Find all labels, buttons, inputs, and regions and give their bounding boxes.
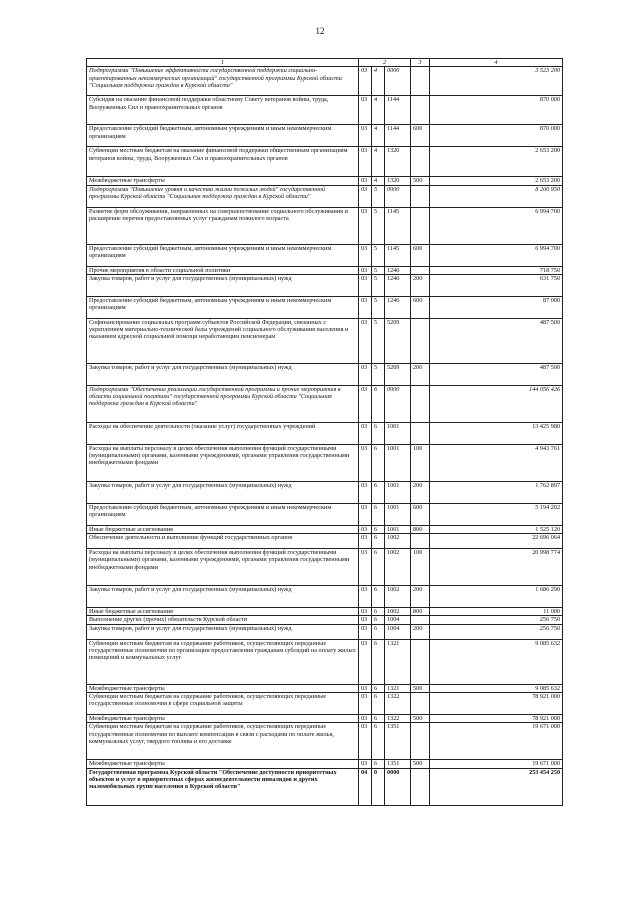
row-name: Расходы на обеспечение деятельности (оказание услуг) государственных учреждений: [87, 422, 359, 444]
row-name: Подпрограмма "Обеспечение реализации государственной программы и прочие мероприятия в области социальной политики" государственной программы Курской области "Социальная поддержка граждан в Курской области": [87, 385, 359, 422]
row-expense-type: [411, 318, 430, 363]
page-number: 12: [315, 26, 325, 36]
row-name: Выполнение других (прочих) обязательств Курской области: [87, 616, 359, 624]
row-section: 03: [359, 125, 372, 147]
row-section: 04: [359, 768, 372, 805]
row-code: 0000: [385, 185, 411, 207]
row-expense-type: [411, 207, 430, 244]
row-subsection: 5: [372, 207, 385, 244]
row-subsection: 6: [372, 624, 385, 639]
row-name: Предоставление субсидий бюджетным, автономным учреждениям и иным некоммерческим организациям: [87, 244, 359, 266]
row-expense-type: 100: [411, 549, 430, 586]
row-code: 1144: [385, 125, 411, 147]
row-code: 5209: [385, 363, 411, 385]
row-section: 03: [359, 363, 372, 385]
row-amount: 22 696 064: [430, 534, 563, 549]
row-name: Подпрограмма "Повышение уровня и качества жизни пожилых людей" государственной программы Курской области "Социальная поддержка граждан в Курской области": [87, 185, 359, 207]
row-subsection: 4: [372, 177, 385, 185]
table-row: [87, 125, 563, 147]
row-name: Иные бюджетные ассигнования: [87, 525, 359, 533]
row-subsection: 6: [372, 723, 385, 760]
row-section: 03: [359, 318, 372, 363]
row-amount: 87 000: [430, 296, 563, 318]
row-code: 1322: [385, 715, 411, 723]
row-name: Межбюджетные трансферты: [87, 177, 359, 185]
table-row: [87, 768, 563, 805]
row-expense-type: [411, 616, 430, 624]
row-section: 03: [359, 616, 372, 624]
row-subsection: 6: [372, 586, 385, 608]
row-name: Закупка товаров, работ и услуг для государственных (муниципальных) нужд: [87, 274, 359, 296]
row-subsection: 6: [372, 503, 385, 525]
row-amount: 9 085 632: [430, 639, 563, 684]
header-col-vr: 3: [411, 59, 430, 67]
row-name: Расходы на выплаты персоналу в целях обеспечения выполнения функций государственными (муниципальными) органами, казенными учреждениями, органами управления государственными внебюджетными фондами: [87, 549, 359, 586]
row-subsection: 5: [372, 244, 385, 266]
row-code: 1322: [385, 693, 411, 715]
row-name: Обеспечение деятельности и выполнение функций государственных органов: [87, 534, 359, 549]
budget-table: [86, 58, 563, 806]
row-name: Субвенции местным бюджетам на содержание работников, осуществляющих переданные государственные полномочия по выплате компенсации в связи с расходами по оплате жилья, коммунальных услуг, твердого топлива и его доставке: [87, 723, 359, 760]
row-section: 03: [359, 422, 372, 444]
row-code: 0000: [385, 768, 411, 805]
table-row: [87, 67, 563, 96]
table-row: [87, 715, 563, 723]
row-name: Закупка товаров, работ и услуг для государственных (муниципальных) нужд: [87, 481, 359, 503]
row-subsection: 6: [372, 684, 385, 692]
row-expense-type: 600: [411, 244, 430, 266]
row-name: Субвенции местным бюджетам на содержание работников, осуществляющих переданные государственные полномочия в сфере социальной защиты: [87, 693, 359, 715]
row-section: 03: [359, 684, 372, 692]
row-section: 03: [359, 147, 372, 177]
row-subsection: 6: [372, 608, 385, 616]
table-row: [87, 534, 563, 549]
row-amount: 9 085 632: [430, 684, 563, 692]
row-expense-type: 200: [411, 363, 430, 385]
row-amount: 2 653 200: [430, 177, 563, 185]
row-code: 1001: [385, 525, 411, 533]
row-section: 03: [359, 760, 372, 768]
row-subsection: 6: [372, 760, 385, 768]
table-row: [87, 244, 563, 266]
row-code: 1321: [385, 639, 411, 684]
table-row: [87, 177, 563, 185]
row-section: 03: [359, 274, 372, 296]
header-col-name: 1: [87, 59, 359, 67]
row-name: Иные бюджетные ассигнования: [87, 608, 359, 616]
row-amount: 1 762 897: [430, 481, 563, 503]
row-subsection: 5: [372, 318, 385, 363]
row-expense-type: [411, 266, 430, 274]
row-subsection: 6: [372, 616, 385, 624]
row-subsection: 5: [372, 185, 385, 207]
row-expense-type: [411, 534, 430, 549]
row-amount: 487 500: [430, 318, 563, 363]
table-row: [87, 693, 563, 715]
row-code: 1351: [385, 723, 411, 760]
row-expense-type: 500: [411, 760, 430, 768]
row-expense-type: [411, 385, 430, 422]
row-code: 5209: [385, 318, 411, 363]
table-row: [87, 207, 563, 244]
row-subsection: 6: [372, 385, 385, 422]
row-section: 03: [359, 715, 372, 723]
row-expense-type: 200: [411, 586, 430, 608]
row-code: 1002: [385, 586, 411, 608]
row-amount: 11 000: [430, 608, 563, 616]
row-subsection: 4: [372, 125, 385, 147]
row-amount: 20 998 774: [430, 549, 563, 586]
row-name: Межбюджетные трансферты: [87, 684, 359, 692]
row-section: 03: [359, 444, 372, 481]
row-amount: 78 921 000: [430, 715, 563, 723]
table-row: [87, 586, 563, 608]
table-row: [87, 503, 563, 525]
row-expense-type: 100: [411, 444, 430, 481]
table-row: [87, 274, 563, 296]
row-code: 1001: [385, 422, 411, 444]
row-section: 03: [359, 96, 372, 125]
row-subsection: 6: [372, 693, 385, 715]
row-amount: 870 000: [430, 96, 563, 125]
row-code: 1001: [385, 503, 411, 525]
table-row: [87, 422, 563, 444]
row-amount: 631 750: [430, 274, 563, 296]
table-row: [87, 549, 563, 586]
row-code: 1004: [385, 616, 411, 624]
header-col-codes: 2: [359, 59, 411, 67]
row-amount: 253 454 250: [430, 768, 563, 805]
row-amount: 144 056 426: [430, 385, 563, 422]
row-subsection: 6: [372, 525, 385, 533]
row-code: 0000: [385, 385, 411, 422]
row-name: Развитие форм обслуживания, направленных на совершенствование социального обслуживания и расширение перечня предоставляемых услуг гражданам пожилого возраста: [87, 207, 359, 244]
row-code: 1320: [385, 147, 411, 177]
row-section: 03: [359, 185, 372, 207]
row-name: Софинансирование социальных программ субъектов Российской Федерации, связанных с укреплением материально-технической базы учреждений социального обслуживания населения и оказанием адресной социальной помощи неработающим пенсионерам: [87, 318, 359, 363]
row-name: Субсидия на оказание финансовой поддержки областному Совету ветеранов войны, труда, Вооруженных Сил и правоохранительных органов: [87, 96, 359, 125]
row-subsection: 6: [372, 534, 385, 549]
row-expense-type: [411, 768, 430, 805]
row-amount: 256 750: [430, 616, 563, 624]
row-amount: 4 943 761: [430, 444, 563, 481]
table-row: [87, 624, 563, 639]
row-code: 1320: [385, 177, 411, 185]
row-section: 03: [359, 207, 372, 244]
row-expense-type: 600: [411, 503, 430, 525]
row-name: Подпрограмма "Повышение эффективности государственной поддержки социально-ориентированных некоммерческих организаций" государственной программы Курской области "Социальная поддержка граждан в Курской области": [87, 67, 359, 96]
row-amount: 3 523 200: [430, 67, 563, 96]
row-code: 1246: [385, 296, 411, 318]
row-section: 03: [359, 244, 372, 266]
row-code: 1002: [385, 549, 411, 586]
row-expense-type: 600: [411, 125, 430, 147]
row-subsection: 6: [372, 481, 385, 503]
row-subsection: 6: [372, 715, 385, 723]
row-amount: 6 994 700: [430, 207, 563, 244]
table-row: [87, 616, 563, 624]
table-row: [87, 760, 563, 768]
row-section: 03: [359, 503, 372, 525]
row-name: Закупка товаров, работ и услуг для государственных (муниципальных) нужд: [87, 624, 359, 639]
row-amount: 2 653 200: [430, 147, 563, 177]
table-row: [87, 525, 563, 533]
row-section: 03: [359, 534, 372, 549]
row-name: Субвенции местным бюджетам на оказание финансовой поддержки общественным организациям ветеранов войны, труда, Вооруженных Сил и правоохранительных органов: [87, 147, 359, 177]
row-expense-type: [411, 147, 430, 177]
row-expense-type: 200: [411, 274, 430, 296]
row-expense-type: 200: [411, 624, 430, 639]
table-row: [87, 385, 563, 422]
row-subsection: 5: [372, 296, 385, 318]
row-amount: 487 500: [430, 363, 563, 385]
row-subsection: 6: [372, 444, 385, 481]
row-code: 1002: [385, 608, 411, 616]
row-amount: 256 750: [430, 624, 563, 639]
row-expense-type: [411, 639, 430, 684]
row-amount: 870 000: [430, 125, 563, 147]
table-row: [87, 363, 563, 385]
row-code: 1246: [385, 274, 411, 296]
table-row: [87, 481, 563, 503]
row-name: Закупка товаров, работ и услуг для государственных (муниципальных) нужд: [87, 363, 359, 385]
row-subsection: 5: [372, 266, 385, 274]
row-section: 03: [359, 586, 372, 608]
table-row: [87, 444, 563, 481]
row-section: 03: [359, 693, 372, 715]
header-col-sum: 4: [430, 59, 563, 67]
row-expense-type: 800: [411, 608, 430, 616]
row-expense-type: 800: [411, 525, 430, 533]
row-name: Закупка товаров, работ и услуг для государственных (муниципальных) нужд: [87, 586, 359, 608]
row-code: 1144: [385, 96, 411, 125]
table-row: [87, 684, 563, 692]
row-code: 1145: [385, 244, 411, 266]
row-code: 1351: [385, 760, 411, 768]
row-name: Субвенции местным бюджетам на содержание работников, осуществляющих переданные государственные полномочия по организации предоставления гражданам субсидий на оплату жилых помещений и коммунальных услуг: [87, 639, 359, 684]
row-expense-type: 500: [411, 177, 430, 185]
row-expense-type: 500: [411, 684, 430, 692]
row-subsection: 4: [372, 96, 385, 125]
row-code: 1246: [385, 266, 411, 274]
row-section: 03: [359, 177, 372, 185]
row-expense-type: 500: [411, 715, 430, 723]
row-subsection: 0: [372, 768, 385, 805]
table-row: [87, 639, 563, 684]
row-name: Расходы на выплаты персоналу в целях обеспечения выполнения функций государственными (муниципальными) органами, казенными учреждениями, органами управления государственными внебюджетными фондами: [87, 444, 359, 481]
row-name: Межбюджетные трансферты: [87, 760, 359, 768]
row-name: Государственная программа Курской области "Обеспечение доступности приоритетных объектов и услуг в приоритетных сферах жизнедеятельности инвалидов и других маломобильных групп населения в Курской области": [87, 768, 359, 805]
row-section: 03: [359, 608, 372, 616]
table-row: [87, 318, 563, 363]
table-header-row: [87, 59, 563, 67]
table-row: [87, 96, 563, 125]
row-section: 03: [359, 481, 372, 503]
row-section: 03: [359, 639, 372, 684]
row-subsection: 4: [372, 147, 385, 177]
row-code: 1004: [385, 624, 411, 639]
row-expense-type: [411, 67, 430, 96]
row-amount: 19 671 000: [430, 760, 563, 768]
row-expense-type: [411, 693, 430, 715]
row-amount: 1 686 290: [430, 586, 563, 608]
row-subsection: 5: [372, 274, 385, 296]
row-code: 0000: [385, 67, 411, 96]
row-amount: 6 994 700: [430, 244, 563, 266]
row-expense-type: [411, 422, 430, 444]
row-subsection: 4: [372, 67, 385, 96]
row-code: 1321: [385, 684, 411, 692]
row-expense-type: [411, 723, 430, 760]
row-amount: 5 194 202: [430, 503, 563, 525]
row-code: 1001: [385, 444, 411, 481]
row-subsection: 6: [372, 549, 385, 586]
row-amount: 8 200 950: [430, 185, 563, 207]
row-subsection: 5: [372, 363, 385, 385]
row-amount: 19 671 000: [430, 723, 563, 760]
table-row: [87, 185, 563, 207]
row-name: Межбюджетные трансферты: [87, 715, 359, 723]
row-name: Предоставление субсидий бюджетным, автономным учреждениям и иным некоммерческим организациям: [87, 125, 359, 147]
row-section: 03: [359, 385, 372, 422]
table-row: [87, 266, 563, 274]
row-expense-type: [411, 185, 430, 207]
row-code: 1002: [385, 534, 411, 549]
row-section: 03: [359, 266, 372, 274]
table-row: [87, 608, 563, 616]
row-expense-type: 600: [411, 296, 430, 318]
row-section: 03: [359, 549, 372, 586]
row-subsection: 6: [372, 422, 385, 444]
row-amount: 78 921 000: [430, 693, 563, 715]
row-amount: 718 750: [430, 266, 563, 274]
row-code: 1001: [385, 481, 411, 503]
row-expense-type: [411, 96, 430, 125]
table-row: [87, 723, 563, 760]
row-expense-type: 200: [411, 481, 430, 503]
row-section: 03: [359, 67, 372, 96]
row-section: 03: [359, 624, 372, 639]
row-name: Предоставление субсидий бюджетным, автономным учреждениям и иным некоммерческим организациям: [87, 296, 359, 318]
row-section: 03: [359, 525, 372, 533]
row-name: Прочие мероприятия в области социальной политики: [87, 266, 359, 274]
row-section: 03: [359, 296, 372, 318]
row-name: Предоставление субсидий бюджетным, автономным учреждениям и иным некоммерческим организациям: [87, 503, 359, 525]
table-row: [87, 296, 563, 318]
table-row: [87, 147, 563, 177]
row-code: 1145: [385, 207, 411, 244]
row-amount: 1 525 120: [430, 525, 563, 533]
row-subsection: 6: [372, 639, 385, 684]
row-section: 03: [359, 723, 372, 760]
row-amount: 13 425 980: [430, 422, 563, 444]
